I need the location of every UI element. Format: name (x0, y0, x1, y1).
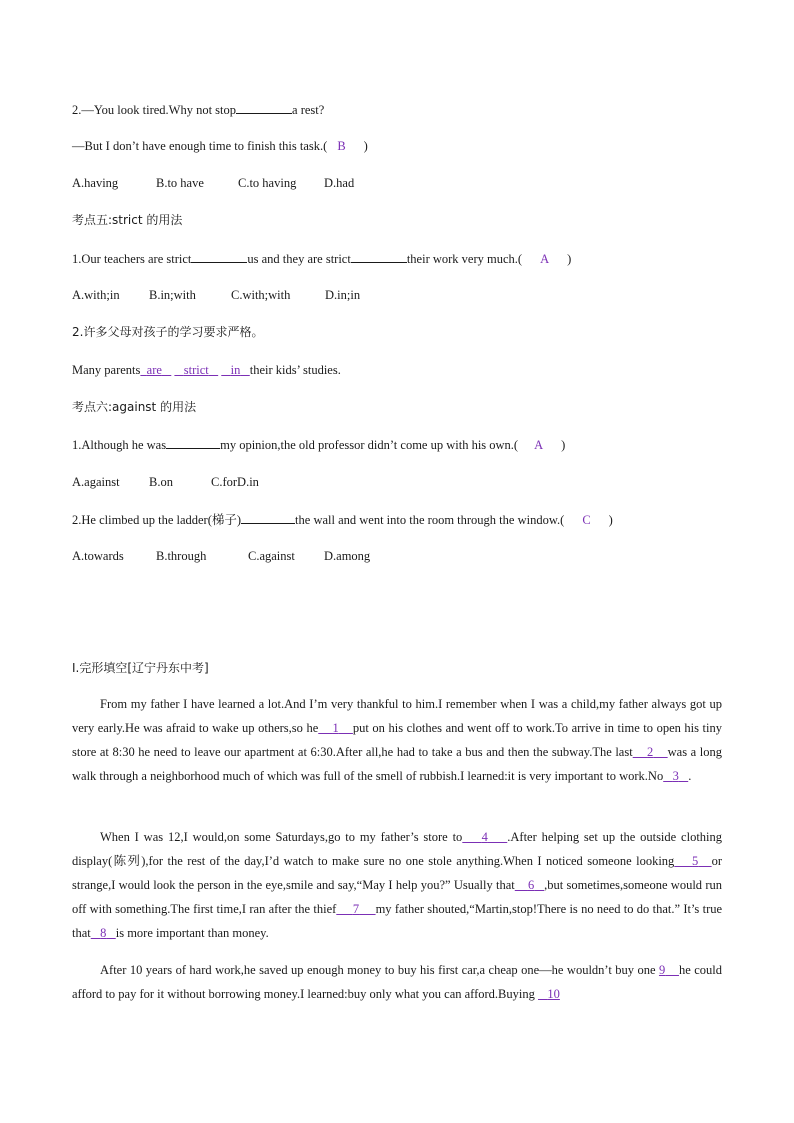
cloze-blank-8: 8 (100, 926, 107, 940)
option: B.to have (156, 176, 204, 190)
answer-blank (241, 511, 295, 524)
cloze-blank-1: 1 (332, 721, 339, 735)
question-text: ) (608, 513, 613, 527)
option: C.against (248, 549, 295, 563)
cloze-blank-2: 2 (647, 745, 654, 759)
option: A.with;in (72, 288, 120, 302)
answer-blank (166, 436, 220, 449)
question-text: Many parents (72, 363, 141, 377)
section-title-kp6: 考点六:against 的用法 (72, 400, 197, 414)
question-text: a rest? (292, 103, 325, 117)
kp5-question-1 (72, 250, 571, 267)
answer-letter: B (337, 139, 346, 153)
question-text: ) (363, 139, 368, 153)
answer-letter: A (534, 438, 544, 452)
section-title-kp5: 考点五:strict 的用法 (72, 213, 183, 227)
question-text: —But I don’t have enough time to finish this task.( (72, 139, 328, 153)
question-text: their kids’ studies. (249, 363, 341, 377)
question-text: 2.—You look tired.Why not stop (72, 103, 237, 117)
answer-blank (236, 101, 292, 114)
question-2-options (72, 175, 354, 191)
option: C.to having (238, 176, 297, 190)
question-text: my opinion,the old professor didn’t come up with his own.( (220, 438, 519, 452)
question-2-stem (72, 101, 324, 118)
kp6-question-1 (72, 436, 565, 453)
kp5-question-2 (72, 362, 341, 378)
cloze-paragraph-1: From my father I have learned a lot.And I’m very thankful to him.I remember when I was a child,my father always got up very early.He was afraid to wake up others,so he 1 put on his clothes and went off to work.To arrive in time to open his tiny store at 8:30 he need to leave our apartment at 6:30.After all,he had to take a bus and then the subway.The last 2 was a long walk through a neighborhood much of which was full of the smell of rubbish.I learned:it is very important to work.No 3 . (72, 697, 723, 783)
cloze-paragraph-3: After 10 years of hard work,he saved up enough money to buy his first car,a cheap one—he wouldn’t buy one 9 he could afford to pay for it without borrowing money.I learned:buy only what you can afford.Buying 10 (72, 963, 723, 1001)
kp5-question-2-chinese: 2.许多父母对孩子的学习要求严格。 (72, 325, 264, 339)
cloze-blank-7: 7 (352, 902, 360, 916)
cloze-paragraph-2: When I was 12,I would,on some Saturdays,go to my father’s store to 4 .After helping set up the outside clothing display(陈列),for the rest of the day,I’d watch to make sure no one stole anything.When I noticed someone looking 5 or strange,I would look the person in the eye,smile and say,“May I help you?” Usually that 6 ,but sometimes,someone would run off with something.The first time,I ran after the thief 7 my father shouted,“Martin,stop!There is no need to do that.” It’s true that 8 is more important than money. (72, 830, 723, 940)
cloze-blank-4: 4 (481, 830, 488, 844)
cloze-blank-3: 3 (672, 769, 679, 783)
answer-letter: C (582, 513, 591, 527)
option: B.on (149, 475, 173, 489)
cloze-blank-5: 5 (692, 854, 699, 868)
cloze-blank-6: 6 (527, 878, 535, 892)
fill-answer: are (146, 363, 162, 377)
kp6-question-1-options (72, 474, 259, 490)
cloze-blank-9: 9 (658, 963, 666, 977)
kp6-question-2-options (72, 548, 370, 564)
cloze-section-title: Ⅰ.完形填空[辽宁丹东中考] (72, 661, 209, 675)
option: B.through (156, 549, 207, 563)
option: C.forD.in (211, 475, 259, 489)
option: D.among (324, 549, 371, 563)
option: B.in;with (149, 288, 196, 302)
answer-blank (351, 250, 407, 263)
answer-letter: A (540, 252, 550, 266)
option: A.towards (72, 549, 124, 563)
fill-answer: in (230, 363, 241, 377)
fill-answer: strict (183, 363, 209, 377)
option: D.had (324, 176, 355, 190)
option: D.in;in (325, 288, 361, 302)
question-text: the wall and went into the room through the window.( (295, 513, 565, 527)
question-text: us and they are strict (247, 252, 351, 266)
question-text: 2.He climbed up the ladder(梯子) (72, 513, 242, 527)
question-text: ) (567, 252, 572, 266)
question-2-reply (72, 138, 368, 154)
question-text: their work very much.( (406, 252, 523, 266)
question-text: 1.Although he was (72, 438, 167, 452)
cloze-blank-10: 10 (547, 987, 560, 1001)
question-text: ) (561, 438, 566, 452)
kp5-question-1-options (72, 287, 360, 303)
answer-blank (191, 250, 247, 263)
kp6-question-2 (72, 511, 613, 528)
option: A.against (72, 475, 120, 489)
question-text: 1.Our teachers are strict (72, 252, 192, 266)
option: C.with;with (231, 288, 291, 302)
option: A.having (72, 176, 119, 190)
